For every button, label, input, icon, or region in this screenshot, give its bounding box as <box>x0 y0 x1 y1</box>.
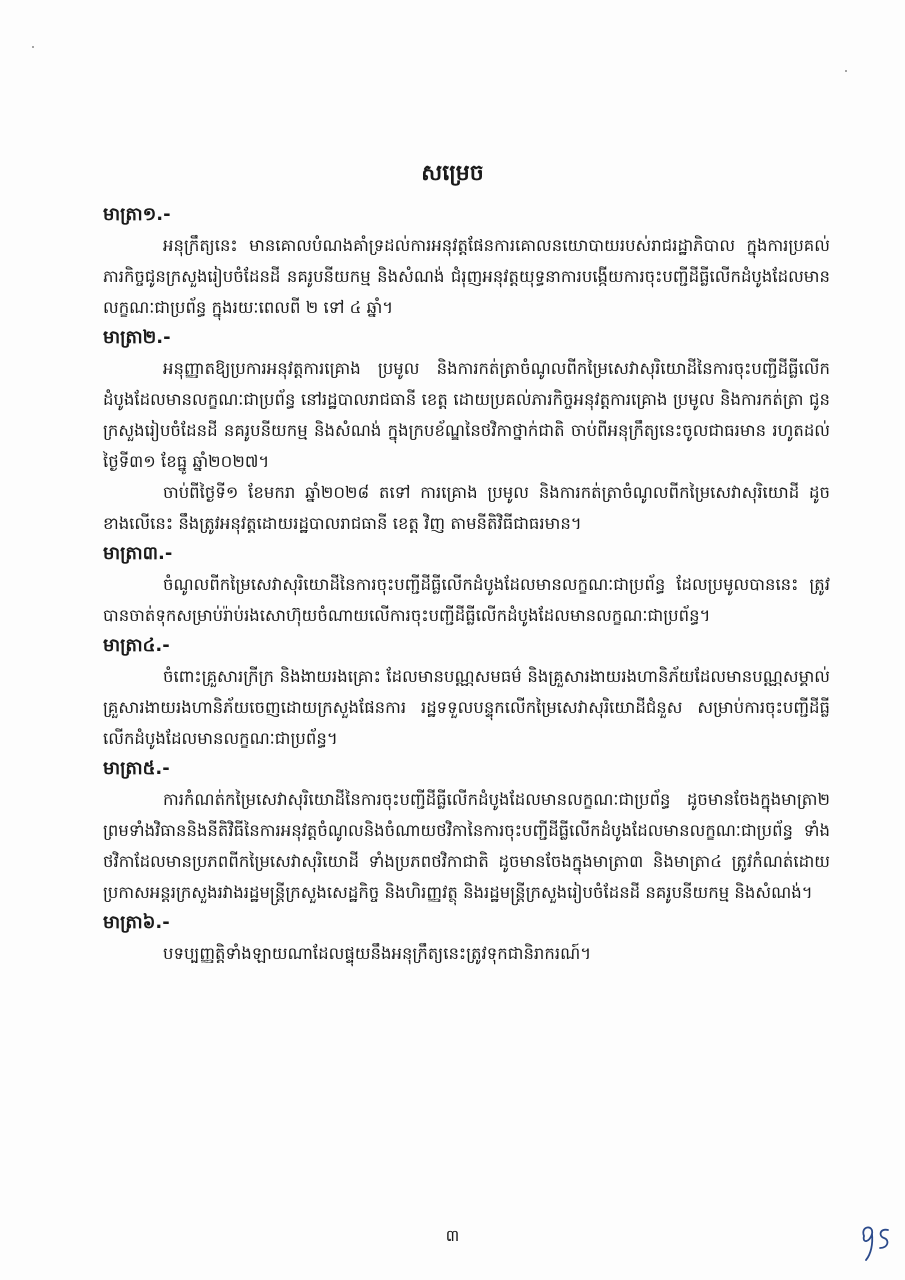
article-heading: មាត្រា៦.- <box>103 912 170 933</box>
document-body <box>103 200 830 969</box>
article-heading: មាត្រា២.- <box>103 327 171 348</box>
article-paragraph: អនុញ្ញាតឱ្យប្រការអនុវត្តការគ្រោង ប្រមូល និងការកត់ត្រាចំណូលពីកម្រៃសេវាសុរិយោដីនៃការចុះបញ្ជីដីធ្លីលើកដំបូងដែលមានលក្ខណៈជាប្រព័ន្ធ នៅរដ្ឋបាលរាជធានី ខេត្ត ដោយប្រគល់ភារកិច្ចអនុវត្តការគ្រោង ប្រមូល និងការកត់ត្រា ជូនក្រសួងរៀបចំដែនដី នគរូបនីយកម្ម និងសំណង់ ក្នុងក្របខ័ណ្ឌនៃថវិកាថ្នាក់ជាតិ ចាប់ពីអនុក្រឹត្យនេះចូលជាធរមាន រហូតដល់ថ្ងៃទី៣១ ខែធ្នូ ឆ្នាំ២០២៧។ <box>103 359 830 471</box>
document-title: សម្រេច <box>421 161 484 186</box>
page-number: ៣ <box>445 1226 460 1245</box>
article-6 <box>103 908 830 969</box>
article-2 <box>103 323 830 539</box>
article-heading: មាត្រា៥.- <box>103 758 170 779</box>
article-heading: មាត្រា៤.- <box>103 635 170 656</box>
article-heading: មាត្រា៣.- <box>103 543 173 564</box>
handwritten-initials <box>858 1222 894 1264</box>
article-paragraph: ការកំណត់កម្រៃសេវាសុរិយោដីនៃការចុះបញ្ជីដីធ្លីលើកដំបូងដែលមានលក្ខណៈជាប្រព័ន្ធ ដូចមានចែងក្នុងមាត្រា២ ព្រមទាំងវិធាននិងនីតិវិធីនៃការអនុវត្តចំណូលនិងចំណាយថវិកានៃការចុះបញ្ជីដីធ្លីលើកដំបូងដែលមានលក្ខណៈជាប្រព័ន្ធ ទាំងថវិកាដែលមានប្រភពពីកម្រៃសេវាសុរិយោដី ទាំងប្រភពថវិកាជាតិ ដូចមានចែងក្នុងមាត្រា៣ និងមាត្រា៤ ត្រូវកំណត់ដោយប្រកាសអន្តរក្រសួងរវាងរដ្ឋមន្ត្រីក្រសួងសេដ្ឋកិច្ច និងហិរញ្ញវត្ថុ និងរដ្ឋមន្ត្រីក្រសួងរៀបចំដែនដី នគរូបនីយកម្ម និងសំណង់។ <box>103 790 830 902</box>
scan-speck <box>32 46 34 48</box>
article-4 <box>103 631 830 754</box>
article-1 <box>103 200 830 323</box>
article-paragraph: ចាប់ពីថ្ងៃទី១ ខែមករា ឆ្នាំ២០២៨ តទៅ ការគ្រោង ប្រមូល និងការកត់ត្រាចំណូលពីកម្រៃសេវាសុរិយោដី ដូចខាងលើនេះ នឹងត្រូវអនុវត្តដោយរដ្ឋបាលរាជធានី ខេត្ត វិញ តាមនីតិវិធីជាធរមាន។ <box>103 483 830 533</box>
article-3 <box>103 539 830 631</box>
article-paragraph: ចំណូលពីកម្រៃសេវាសុរិយោដីនៃការចុះបញ្ជីដីធ្លីលើកដំបូងដែលមានលក្ខណៈជាប្រព័ន្ធ ដែលប្រមូលបាននេះ ត្រូវបានចាត់ទុកសម្រាប់រ៉ាប់រងសោហ៊ុយចំណាយលើការចុះបញ្ជីដីធ្លីលើកដំបូងដែលមានលក្ខណៈជាប្រព័ន្ធ។ <box>103 575 830 625</box>
article-paragraph: បទប្បញ្ញត្តិទាំងឡាយណាដែលផ្ទុយនឹងអនុក្រឹត្យនេះត្រូវទុកជានិរាករណ៍។ <box>163 944 592 963</box>
article-heading: មាត្រា១.- <box>103 204 171 225</box>
scan-speck <box>845 70 847 72</box>
article-5 <box>103 754 830 908</box>
article-paragraph: ចំពោះគ្រួសារក្រីក្រ និងងាយរងគ្រោះ ដែលមានបណ្ណសមធម៌ និងគ្រួសារងាយរងហានិភ័យដែលមានបណ្ណសម្គាល់គ្រួសារងាយរងហានិភ័យចេញដោយក្រសួងផែនការ រដ្ឋទទួលបន្ទុកលើកម្រៃសេវាសុរិយោដីជំនួស សម្រាប់ការចុះបញ្ជីដីធ្លីលើកដំបូងដែលមានលក្ខណៈជាប្រព័ន្ធ។ <box>103 667 830 748</box>
article-paragraph: អនុក្រឹត្យនេះ មានគោលបំណងគាំទ្រដល់ការអនុវត្តផែនការគោលនយោបាយរបស់រាជរដ្ឋាភិបាល ក្នុងការប្រគល់ភារកិច្ចជូនក្រសួងរៀបចំដែនដី នគរូបនីយកម្ម និងសំណង់ ជំរុញអនុវត្តយុទ្ធនាការបង្កើយការចុះបញ្ជីដីធ្លីលើកដំបូងដែលមានលក្ខណៈជាប្រព័ន្ធ ក្នុងរយៈពេលពី ២ ទៅ ៤ ឆ្នាំ។ <box>103 236 830 317</box>
